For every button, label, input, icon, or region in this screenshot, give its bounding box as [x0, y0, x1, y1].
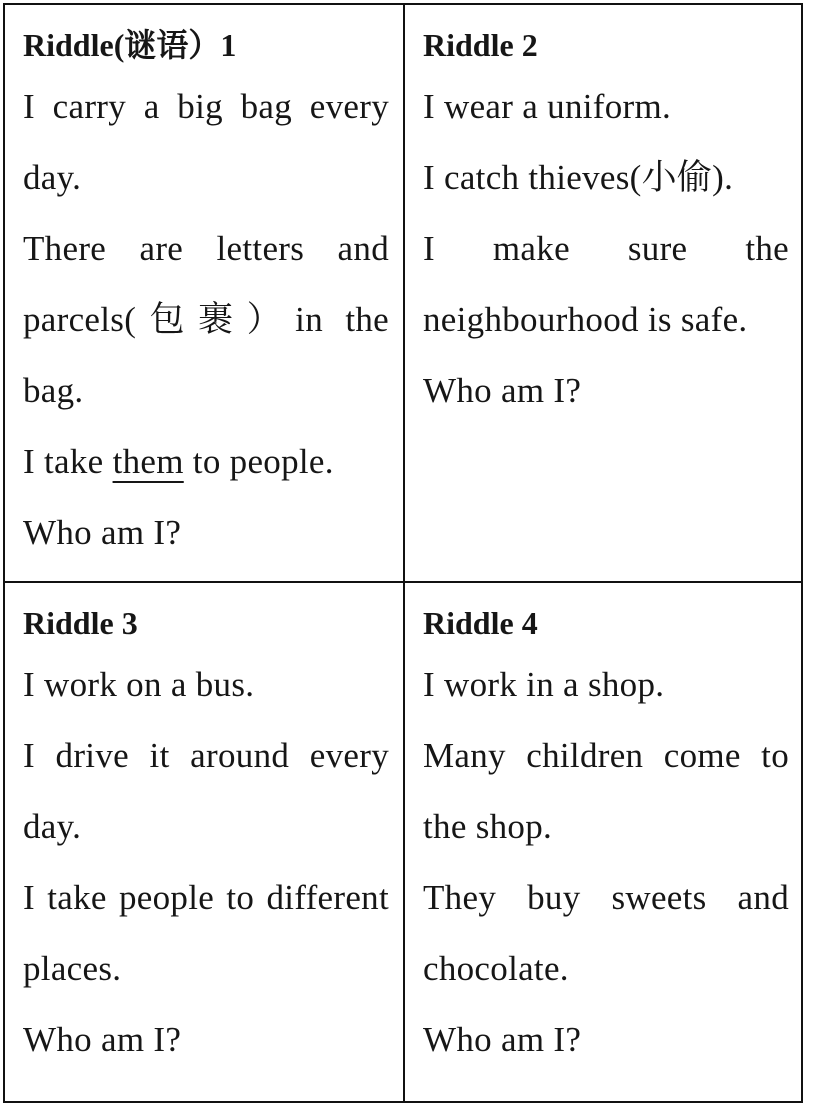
line-text: I take — [23, 442, 113, 481]
riddle-heading: Riddle 4 — [423, 605, 538, 641]
riddle-line: I catch thieves(小偷). — [423, 158, 734, 197]
riddle-text — [23, 649, 389, 1075]
riddle-line: They buy sweets and chocolate. — [423, 878, 789, 988]
riddle-line: I take people to different places. — [23, 878, 389, 988]
riddle-heading: Riddle 3 — [23, 605, 138, 641]
riddle-table — [3, 3, 803, 1103]
riddle-line: I carry a big bag every day. — [23, 87, 389, 197]
riddle-line: I wear a uniform. — [423, 87, 672, 126]
riddle-cell-1 — [5, 5, 405, 583]
riddle-line: There are letters and parcels(包裹）in the bag. — [23, 229, 389, 410]
riddle-text — [423, 71, 789, 426]
riddle-line: Who am I? — [23, 1020, 182, 1059]
riddle-cell-4 — [405, 583, 803, 1101]
riddle-line: Many children come to the shop. — [423, 736, 789, 846]
riddle-line: I make sure the neighbourhood is safe. — [423, 229, 789, 339]
line-text: to people. — [183, 442, 334, 481]
riddle-line: Who am I? — [423, 371, 582, 410]
riddle-line: I work in a shop. — [423, 665, 665, 704]
riddle-cell-3 — [5, 583, 405, 1101]
riddle-heading: Riddle(谜语）1 — [23, 27, 237, 63]
riddle-text — [23, 71, 389, 568]
riddle-text — [423, 649, 789, 1075]
riddle-line — [23, 426, 389, 497]
riddle-heading: Riddle 2 — [423, 27, 538, 63]
riddle-line: Who am I? — [23, 513, 182, 552]
riddle-cell-2 — [405, 5, 803, 583]
riddle-line: I drive it around every day. — [23, 736, 389, 846]
riddle-line: I work on a bus. — [23, 665, 255, 704]
riddle-line: Who am I? — [423, 1020, 582, 1059]
underlined-word: them — [112, 442, 184, 481]
